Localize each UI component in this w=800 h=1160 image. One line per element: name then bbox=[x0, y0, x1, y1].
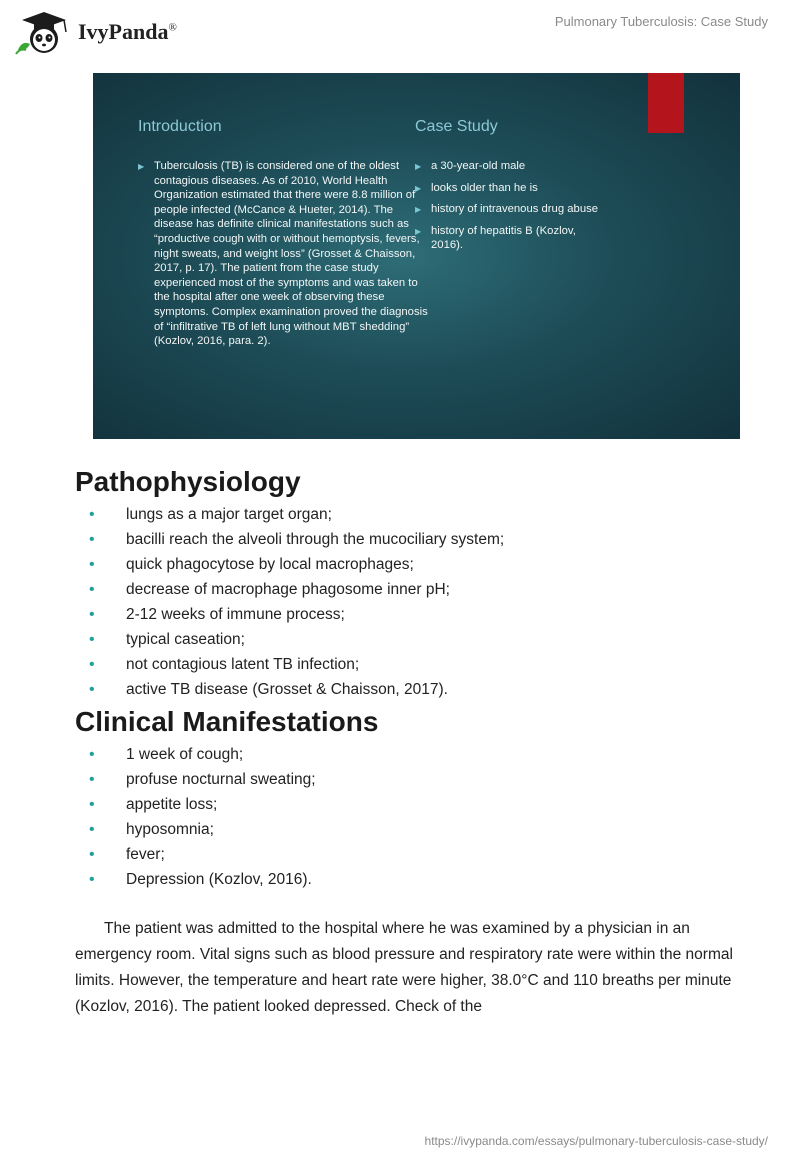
triangle-bullet-icon: ▶ bbox=[138, 162, 145, 171]
bullet-dot-icon: • bbox=[89, 606, 95, 623]
source-url-link[interactable]: https://ivypanda.com/essays/pulmonary-tuberculosis-case-study/ bbox=[424, 1134, 768, 1148]
presentation-slide-image bbox=[93, 73, 740, 439]
slide-list-item: ▶ a 30-year-old male bbox=[415, 159, 605, 174]
bullet-dot-icon: • bbox=[89, 746, 95, 763]
body-paragraph: The patient was admitted to the hospital where he was examined by a physician in an emergency room. Vital signs such as blood pressure and respiratory rate were within the normal limits. However, the temperature and heart rate were higher, 38.0°C and 110 breaths per minute (Kozlov, 2016). The patient looked depressed. Check of the bbox=[75, 920, 733, 1015]
bullet-dot-icon: • bbox=[89, 581, 95, 598]
list-item: • fever; bbox=[75, 842, 735, 867]
list-item: • 1 week of cough; bbox=[75, 742, 735, 767]
brand-name[interactable]: IvyPanda® bbox=[78, 19, 177, 44]
bullet-dot-icon: • bbox=[89, 656, 95, 673]
bullet-dot-icon: • bbox=[89, 821, 95, 838]
pathophysiology-list bbox=[75, 502, 735, 702]
list-item: • not contagious latent TB infection; bbox=[75, 652, 735, 677]
list-item: • bacilli reach the alveoli through the mucociliary system; bbox=[75, 527, 735, 552]
triangle-bullet-icon: ▶ bbox=[415, 183, 422, 193]
slide-introduction-list bbox=[138, 159, 428, 349]
list-item: • lungs as a major target organ; bbox=[75, 502, 735, 527]
list-item: • appetite loss; bbox=[75, 792, 735, 817]
slide-list-item: ▶ history of hepatitis B (Kozlov, 2016). bbox=[415, 224, 576, 252]
slide-case-study-heading: Case Study bbox=[415, 118, 498, 135]
clinical-manifestations-list bbox=[75, 742, 735, 892]
page-header bbox=[0, 0, 800, 60]
bullet-dot-icon: • bbox=[89, 771, 95, 788]
list-item: • quick phagocytose by local macrophages; bbox=[75, 552, 735, 577]
triangle-bullet-icon: ▶ bbox=[415, 226, 422, 236]
bullet-dot-icon: • bbox=[89, 871, 95, 888]
list-item: • decrease of macrophage phagosome inner pH; bbox=[75, 577, 735, 602]
triangle-bullet-icon: ▶ bbox=[415, 205, 422, 215]
slide-list-item: ▶ looks older than he is bbox=[415, 181, 605, 196]
list-item: • typical caseation; bbox=[75, 627, 735, 652]
list-item: • active TB disease (Grosset & Chaisson, 2017). bbox=[75, 677, 735, 702]
list-item: • Depression (Kozlov, 2016). bbox=[75, 867, 735, 892]
slide-list-item: ▶ Tuberculosis (TB) is considered one of the oldest contagious diseases. As of 2010, World Health Organization estimated that there were 8.8 million of people infected (McCance & Hueter, 2014). The disease has definite clinical manifestations such as “productive cough with or without hemoptysis, fevers, night sweats, and weight loss” (Grosset & Chaisson, 2017, p. 17). The patient from the case study experienced most of the symptoms and was taken to the hospital after one week of observing these symptoms. Complex examination proved the diagnosis of “infiltrative TB of left lung without MBT shedding” (Kozlov, 2016, para. 2). bbox=[138, 160, 428, 348]
clinical-manifestations-heading: Clinical Manifestations bbox=[75, 706, 379, 737]
list-item: • hyposomnia; bbox=[75, 817, 735, 842]
list-item: • 2-12 weeks of immune process; bbox=[75, 602, 735, 627]
red-ribbon-decoration bbox=[648, 73, 684, 133]
triangle-bullet-icon: ▶ bbox=[415, 162, 422, 171]
bullet-dot-icon: • bbox=[89, 531, 95, 548]
article-body bbox=[75, 462, 735, 1020]
bullet-dot-icon: • bbox=[89, 631, 95, 648]
panda-logo-icon[interactable] bbox=[14, 10, 74, 56]
slide-introduction-heading: Introduction bbox=[138, 118, 222, 135]
slide-case-study-list bbox=[415, 159, 605, 260]
bullet-dot-icon: • bbox=[89, 796, 95, 813]
bullet-dot-icon: • bbox=[89, 846, 95, 863]
document-title: Pulmonary Tuberculosis: Case Study bbox=[554, 14, 768, 29]
pathophysiology-heading: Pathophysiology bbox=[75, 466, 301, 497]
bullet-dot-icon: • bbox=[89, 506, 95, 523]
list-item: • profuse nocturnal sweating; bbox=[75, 767, 735, 792]
slide-list-item: ▶ history of intravenous drug abuse bbox=[415, 202, 605, 217]
bullet-dot-icon: • bbox=[89, 681, 95, 698]
bullet-dot-icon: • bbox=[89, 556, 95, 573]
